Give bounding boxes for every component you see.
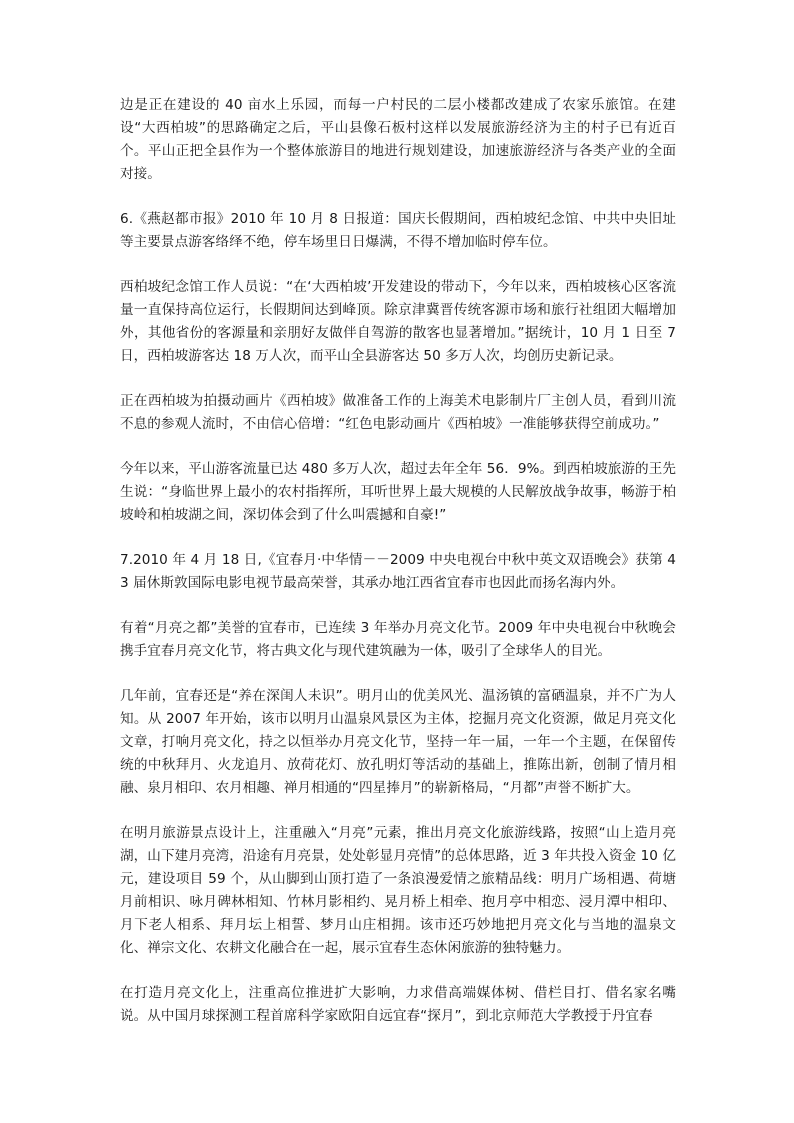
paragraph-animation-studio: 正在西柏坡为拍摄动画片《西柏坡》做准备工作的上海美术电影制片厂主创人员，看到川流不息的参观人流时，不由信心倍增：“红色电影动画片《西柏坡》一准能够获得空前成功。” <box>120 393 676 432</box>
paragraph-moon-capital: 有着“月亮之都”美誉的宜春市，已连续 3 年举办月亮文化节。2009 年中央电视台中秋晚会携手宜春月亮文化节，将古典文化与现代建筑融为一体，吸引了全球华人的目光。 <box>120 620 676 659</box>
paragraph-mingyue-mountain: 几年前，宜春还是“养在深闺人未识”。明月山的优美风光、温汤镇的富硒温泉，并不广为人知。从 2007 年开始，该市以明月山温泉风景区为主体，挖掘月亮文化资源，做足月亮文化文章，打响月亮文化，持之以恒举办月亮文化节，坚持一年一届，一年一个主题，在保留传统的中秋拜月、火龙追月、放荷花灯、放孔明灯等活动的基础上，推陈出新，创制了情月相融、泉月相印、农月相趣、禅月相通的“四星捧月”的崭新格局，“月都”声誉不断扩大。 <box>120 688 676 796</box>
paragraph-visitor-flow: 今年以来，平山游客流量已达 480 多万人次，超过去年全年 56．9%。到西柏坡旅游的王先生说：“身临世界上最小的农村指挥所，耳听世界上最大规模的人民解放战争故事，畅游于柏坡岭和柏坡湖之间，深切体会到了什么叫震撼和自豪!” <box>120 461 676 523</box>
paragraph-scenic-design: 在明月旅游景点设计上，注重融入“月亮”元素，推出月亮文化旅游线路，按照“山上造月亮湖，山下建月亮湾，沿途有月亮景，处处彰显月亮情”的总体思路，近 3 年共投入资金 10 亿元，建设项目 59 个，从山脚到山顶打造了一条浪漫爱情之旅精品线：明月广场相遇、荷塘月前相识、咏月碑林相知、竹林月影相约、晃月桥上相牵、抱月亭中相恋、浸月潭中相印、月下老人相系、拜月坛上相誓、梦月山庄相拥。该市还巧妙地把月亮文化与当地的温泉文化、禅宗文化、农耕文化融合在一起，展示宜春生态休闲旅游的独特魅力。 <box>120 825 676 956</box>
paragraph-moon-culture-promotion: 在打造月亮文化上，注重高位推进扩大影响，力求借高端媒体树、借栏目打、借名家名嘴说。从中国月球探测工程首席科学家欧阳自远宜春“探月”，到北京师范大学教授于丹宜春 <box>120 985 676 1024</box>
document-page <box>120 94 676 1028</box>
paragraph-yanzhao-report: 6.《燕赵都市报》2010 年 10 月 8 日报道：国庆长假期间，西柏坡纪念馆、中共中央旧址等主要景点游客络绎不绝，停车场里日日爆满，不得不增加临时停车位。 <box>120 211 676 250</box>
paragraph-water-park: 边是正在建设的 40 亩水上乐园，而每一户村民的二层小楼都改建成了农家乐旅馆。在建设“大西柏坡”的思路确定之后，平山县像石板村这样以发展旅游经济为主的村子已有近百个。平山正把全县作为一个整体旅游目的地进行规划建设，加速旅游经济与各类产业的全面对接。 <box>120 97 676 182</box>
paragraph-yichun-award: 7.2010 年 4 月 18 日,《宜春月·中华情－－2009 中央电视台中秋中英文双语晚会》获第 43 届休斯敦国际电影电视节最高荣誉，其承办地江西省宜春市也因此而扬名海内外。 <box>120 552 676 591</box>
paragraph-memorial-staff: 西柏坡纪念馆工作人员说：“在‘大西柏坡’开发建设的带动下，今年以来，西柏坡核心区客流量一直保持高位运行，长假期间达到峰顶。除京津冀晋传统客源市场和旅行社组团大幅增加外，其他省份的客源量和亲朋好友做伴自驾游的散客也显著增加。”据统计，10 月 1 日至 7 日，西柏坡游客达 18 万人次，而平山全县游客达 50 多万人次，均创历史新记录。 <box>120 279 676 364</box>
